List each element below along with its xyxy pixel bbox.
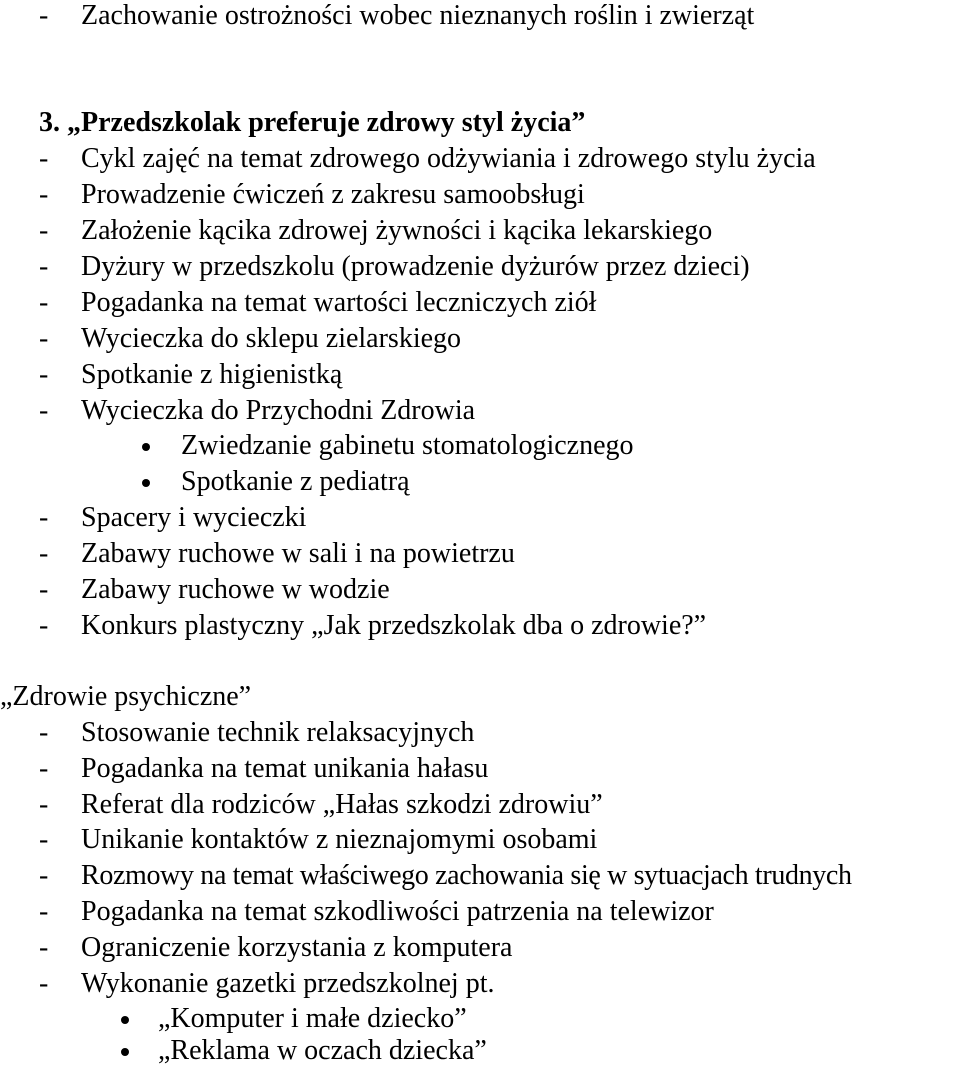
- sub-list-item-text: Zwiedzanie gabinetu stomatologicznego: [181, 430, 634, 461]
- list-dash: -: [39, 860, 49, 891]
- list-item-text: Ograniczenie korzystania z komputera: [81, 932, 513, 963]
- list-dash: -: [39, 896, 49, 927]
- sub-list-item-text: „Komputer i małe dziecko”: [158, 1003, 467, 1034]
- list-dash: -: [39, 824, 49, 855]
- list-dash: -: [39, 359, 49, 390]
- list-dash: -: [39, 251, 49, 282]
- list-item-text: Pogadanka na temat wartości leczniczych ziół: [81, 287, 597, 318]
- list-item-text: Zachowanie ostrożności wobec nieznanych roślin i zwierząt: [81, 0, 755, 31]
- list-dash: -: [39, 789, 49, 820]
- list-dash: -: [39, 610, 49, 641]
- list-item-text: Rozmowy na temat właściwego zachowania się w sytuacjach trudnych: [81, 860, 852, 891]
- list-dash: -: [39, 215, 49, 246]
- list-dash: -: [39, 753, 49, 784]
- list-dash: -: [39, 179, 49, 210]
- list-item-text: Zabawy ruchowe w sali i na powietrzu: [81, 538, 515, 569]
- list-item-text: Cykl zajęć na temat zdrowego odżywiania i zdrowego stylu życia: [81, 143, 816, 174]
- list-dash: -: [39, 287, 49, 318]
- list-item-text: Spotkanie z higienistką: [81, 359, 343, 390]
- bullet-icon: [121, 1048, 129, 1056]
- bullet-icon: [142, 443, 150, 451]
- list-item-text: Pogadanka na temat unikania hałasu: [81, 753, 489, 784]
- list-dash: -: [39, 323, 49, 354]
- list-item-text: Wykonanie gazetki przedszkolnej pt.: [81, 968, 495, 999]
- list-dash: -: [39, 932, 49, 963]
- list-dash: -: [39, 143, 49, 174]
- list-item-text: Prowadzenie ćwiczeń z zakresu samoobsługi: [81, 179, 585, 210]
- list-dash: -: [39, 717, 49, 748]
- list-dash: -: [39, 538, 49, 569]
- list-item-text: Konkurs plastyczny „Jak przedszkolak dba o zdrowie?”: [81, 610, 707, 641]
- section-heading-text: „Zdrowie psychiczne”: [0, 681, 252, 712]
- list-dash: -: [39, 502, 49, 533]
- bullet-icon: [142, 479, 150, 487]
- list-item-text: Spacery i wycieczki: [81, 502, 307, 533]
- list-item-text: Stosowanie technik relaksacyjnych: [81, 717, 475, 748]
- list-item-text: Referat dla rodziców „Hałas szkodzi zdrowiu”: [81, 789, 603, 820]
- sub-list-item-text: „Reklama w oczach dziecka”: [158, 1035, 487, 1066]
- list-dash: -: [39, 0, 49, 31]
- bullet-icon: [121, 1016, 129, 1024]
- list-item-text: Wycieczka do Przychodni Zdrowia: [81, 395, 476, 426]
- sub-list-item-text: Spotkanie z pediatrą: [181, 466, 410, 497]
- list-dash: -: [39, 395, 49, 426]
- list-item-text: Zabawy ruchowe w wodzie: [81, 574, 390, 605]
- list-item-text: Założenie kącika zdrowej żywności i kącika lekarskiego: [81, 215, 713, 246]
- list-item-text: Dyżury w przedszkolu (prowadzenie dyżurów przez dzieci): [81, 251, 750, 282]
- list-dash: -: [39, 968, 49, 999]
- list-item-text: Pogadanka na temat szkodliwości patrzenia na telewizor: [81, 896, 714, 927]
- section-heading-text: 3. „Przedszkolak preferuje zdrowy styl życia”: [39, 107, 586, 138]
- list-dash: -: [39, 574, 49, 605]
- list-item-text: Unikanie kontaktów z nieznajomymi osobami: [81, 824, 598, 855]
- list-item-text: Wycieczka do sklepu zielarskiego: [81, 323, 462, 354]
